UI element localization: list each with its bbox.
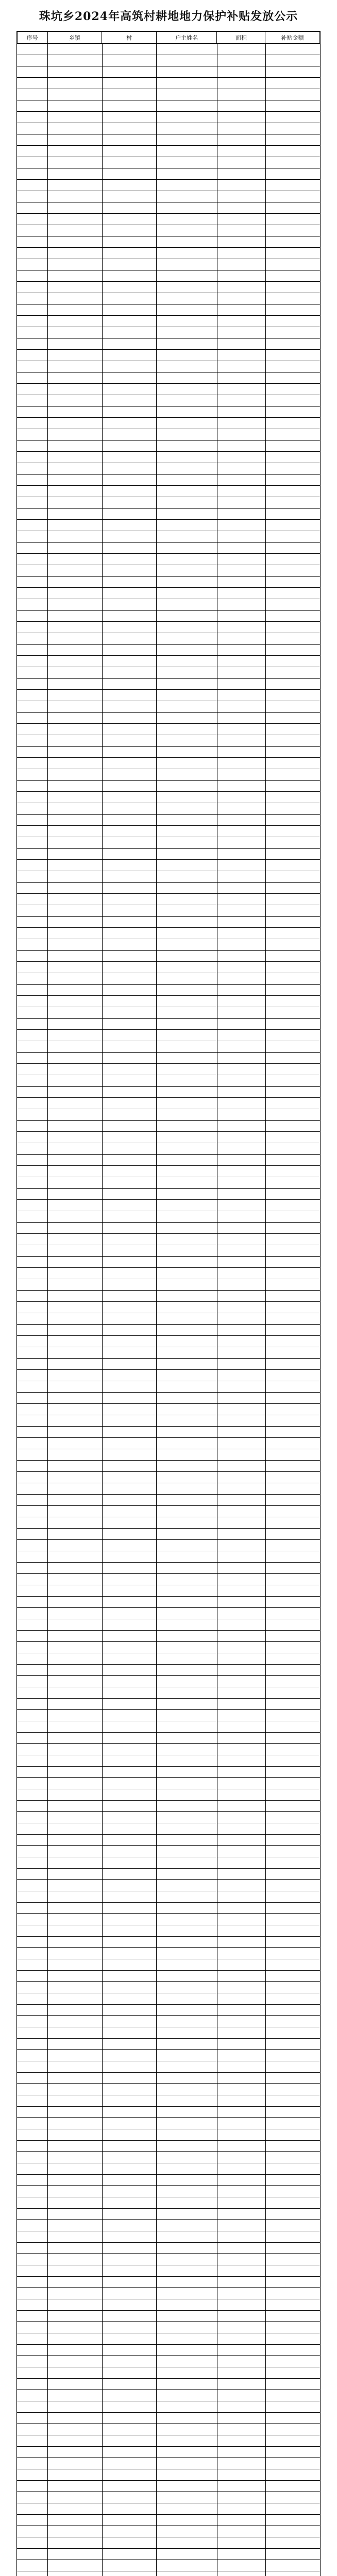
header-row	[18, 32, 320, 44]
table-body	[17, 44, 320, 2576]
column-header: 户主姓名	[157, 32, 217, 44]
column-divider	[265, 44, 266, 2576]
column-divider	[102, 44, 103, 2576]
page-title: 珠坑乡2024年高筑村耕地地力保护补贴发放公示	[39, 9, 298, 23]
column-divider	[47, 44, 48, 2576]
column-header: 村	[102, 32, 157, 44]
column-header: 面积	[217, 32, 265, 44]
table-header	[17, 31, 320, 44]
column-divider	[156, 44, 157, 2576]
subsidy-table	[16, 31, 321, 2576]
column-header: 补贴金额	[265, 32, 320, 44]
column-header: 乡镇	[47, 32, 102, 44]
column-header: 序号	[18, 32, 48, 44]
